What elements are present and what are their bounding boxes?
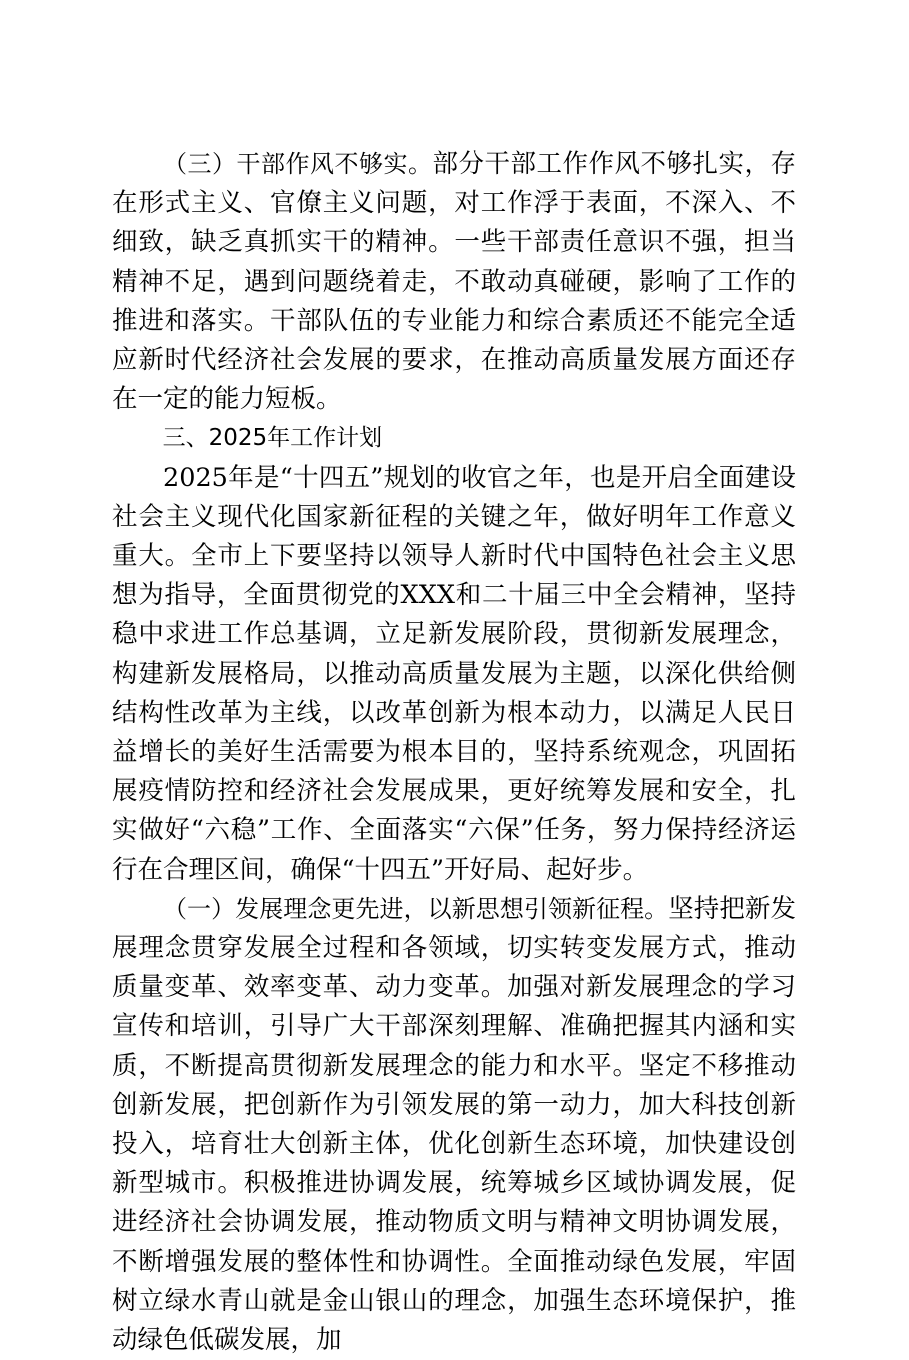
- paragraph-lead-development-concept: （一）发展理念更先进，以新思想引领新征程。: [163, 894, 669, 923]
- paragraph-cadre-style: [112, 145, 796, 419]
- paragraph-body-development-concept: 坚持把新发展理念贯穿发展全过程和各领域，切实转变发展方式，推动质量变革、效率变革、动力变革。加强对新发展理念的学习宣传和培训，引导广大干部深刻理解、准确把握其内涵和实质，不断提高贯彻新发展理念的能力和水平。坚定不移推动创新发展，把创新作为引领发展的第一动力，加大科技创新投入，培育壮大创新主体，优化创新生态环境，加快建设创新型城市。积极推进协调发展，统筹城乡区域协调发展，促进经济社会协调发展，推动物质文明与精神文明协调发展，不断增强发展的整体性和协调性。全面推动绿色发展，牢固树立绿水青山就是金山银山的理念，加强生态环境保护，推动绿色低碳发展，加: [112, 893, 796, 1356]
- section-heading-work-plan: 三、2025年工作计划: [162, 425, 383, 452]
- paragraph-lead-cadre-style: （三）干部作风不够实。: [163, 150, 433, 178]
- paragraph-body-cadre-style: 部分干部工作作风不够扎实，存在形式主义、官僚主义问题，对工作浮于表面，不深入、不细致，缺乏真抓实干的精神。一些干部责任意识不强，担当精神不足，遇到问题绕着走，不敢动真碰硬，影响了工作的推进和落实。干部队伍的专业能力和综合素质还不能完全适应新时代经济社会发展的要求，在推动高质量发展方面还存在一定的能力短板。: [112, 149, 796, 415]
- paragraph-work-plan-intro: 2025年是“十四五”规划的收官之年，也是开启全面建设社会主义现代化国家新征程的关键之年，做好明年工作意义重大。全市上下要坚持以领导人新时代中国特色社会主义思想为指导，全面贯彻党的XXX和二十届三中全会精神，坚持稳中求进工作总基调，立足新发展阶段，贯彻新发展理念，构建新发展格局，以推动高质量发展为主题，以深化供给侧结构性改革为主线，以改革创新为根本动力，以满足人民日益增长的美好生活需要为根本目的，坚持系统观念，巩固拓展疫情防控和经济社会发展成果，更好统筹发展和安全，扎实做好“六稳”工作、全面落实“六保”任务，努力保持经济运行在合理区间，确保“十四五”开好局、起好步。: [112, 462, 796, 885]
- document-page: [112, 145, 796, 1360]
- paragraph-development-concept: [112, 890, 796, 1360]
